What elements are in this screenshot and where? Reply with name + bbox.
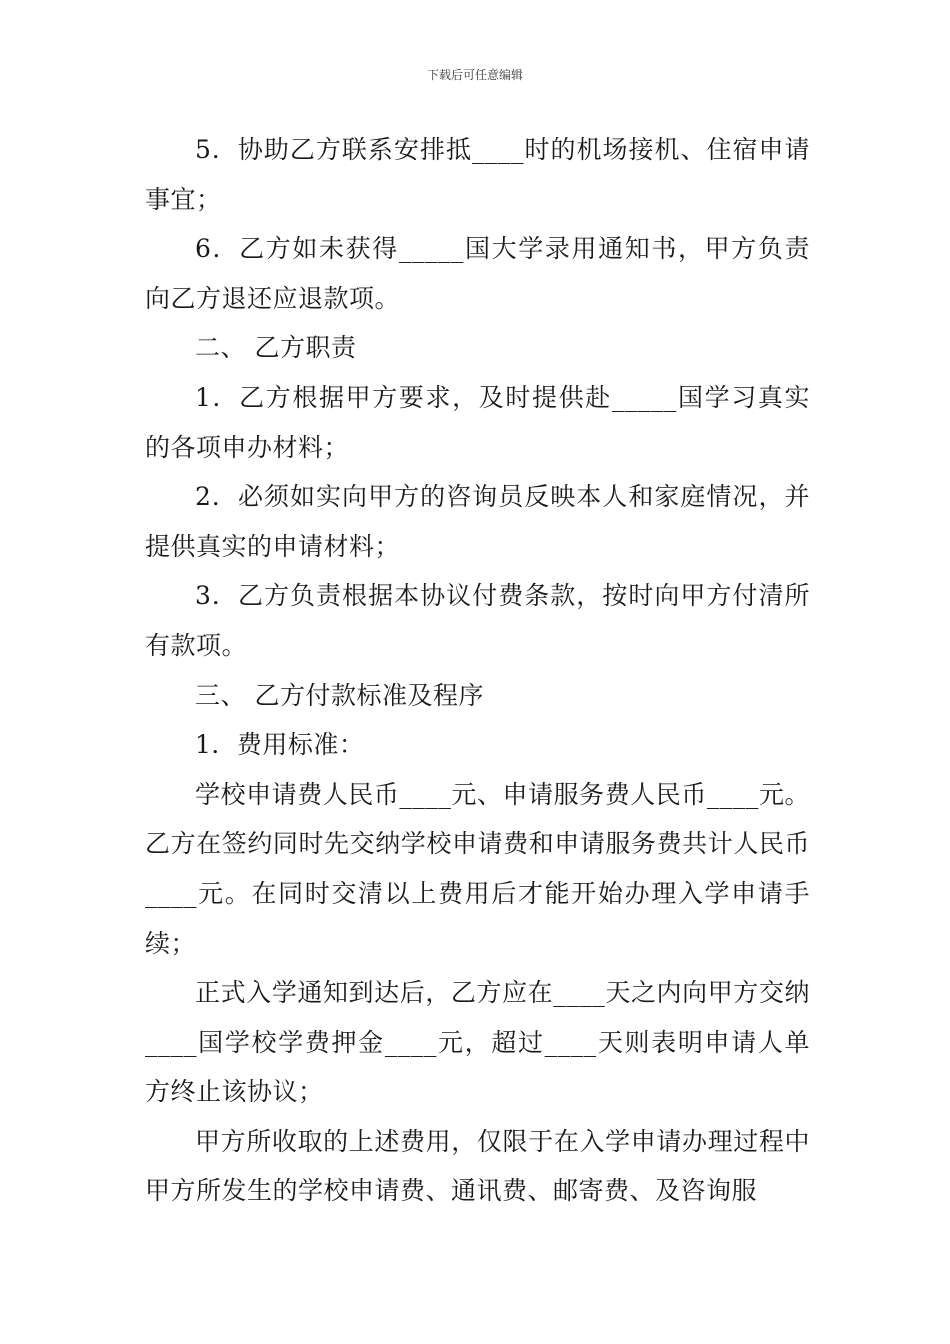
paragraph-application-fees: 学校申请费人民币____元、申请服务费人民币____元。乙方在签约同时先交纳学校申请费和申请服务费共计人民币____元。在同时交清以上费用后才能开始办理入学申请手续；: [145, 779, 810, 958]
section-heading-party-b-duties: 二、 乙方职责: [195, 333, 357, 363]
paragraph-duty-1-materials: 1．乙方根据甲方要求，及时提供赴_____国学习真实的各项申办材料；: [145, 382, 810, 462]
paragraph-item-6-refund: 6．乙方如未获得_____国大学录用通知书，甲方负责向乙方退还应退款项。: [145, 234, 810, 313]
paragraph-tuition-deposit: 正式入学通知到达后，乙方应在____天之内向甲方交纳____国学校学费押金____元，超过____天则表明申请人单方终止该协议；: [145, 978, 810, 1107]
paragraph-fee-standard-title: 1．费用标准：: [195, 730, 365, 760]
section-heading-payment-standard: 三、 乙方付款标准及程序: [195, 680, 484, 710]
paragraph-item-5-airport: 5．协助乙方联系安排抵____时的机场接机、住宿申请事宜；: [145, 135, 810, 214]
header-note: 下载后可任意编辑: [426, 68, 523, 82]
document-body: [145, 125, 810, 1216]
paragraph-duty-2-truthful: 2．必须如实向甲方的咨询员反映本人和家庭情况，并提供真实的申请材料；: [145, 482, 810, 561]
paragraph-fee-usage: 甲方所收取的上述费用，仅限于在入学申请办理过程中甲方所发生的学校申请费、通讯费、邮寄费、及咨询服: [145, 1126, 810, 1206]
paragraph-duty-3-payment: 3．乙方负责根据本协议付费条款，按时向甲方付清所有款项。: [145, 581, 810, 660]
